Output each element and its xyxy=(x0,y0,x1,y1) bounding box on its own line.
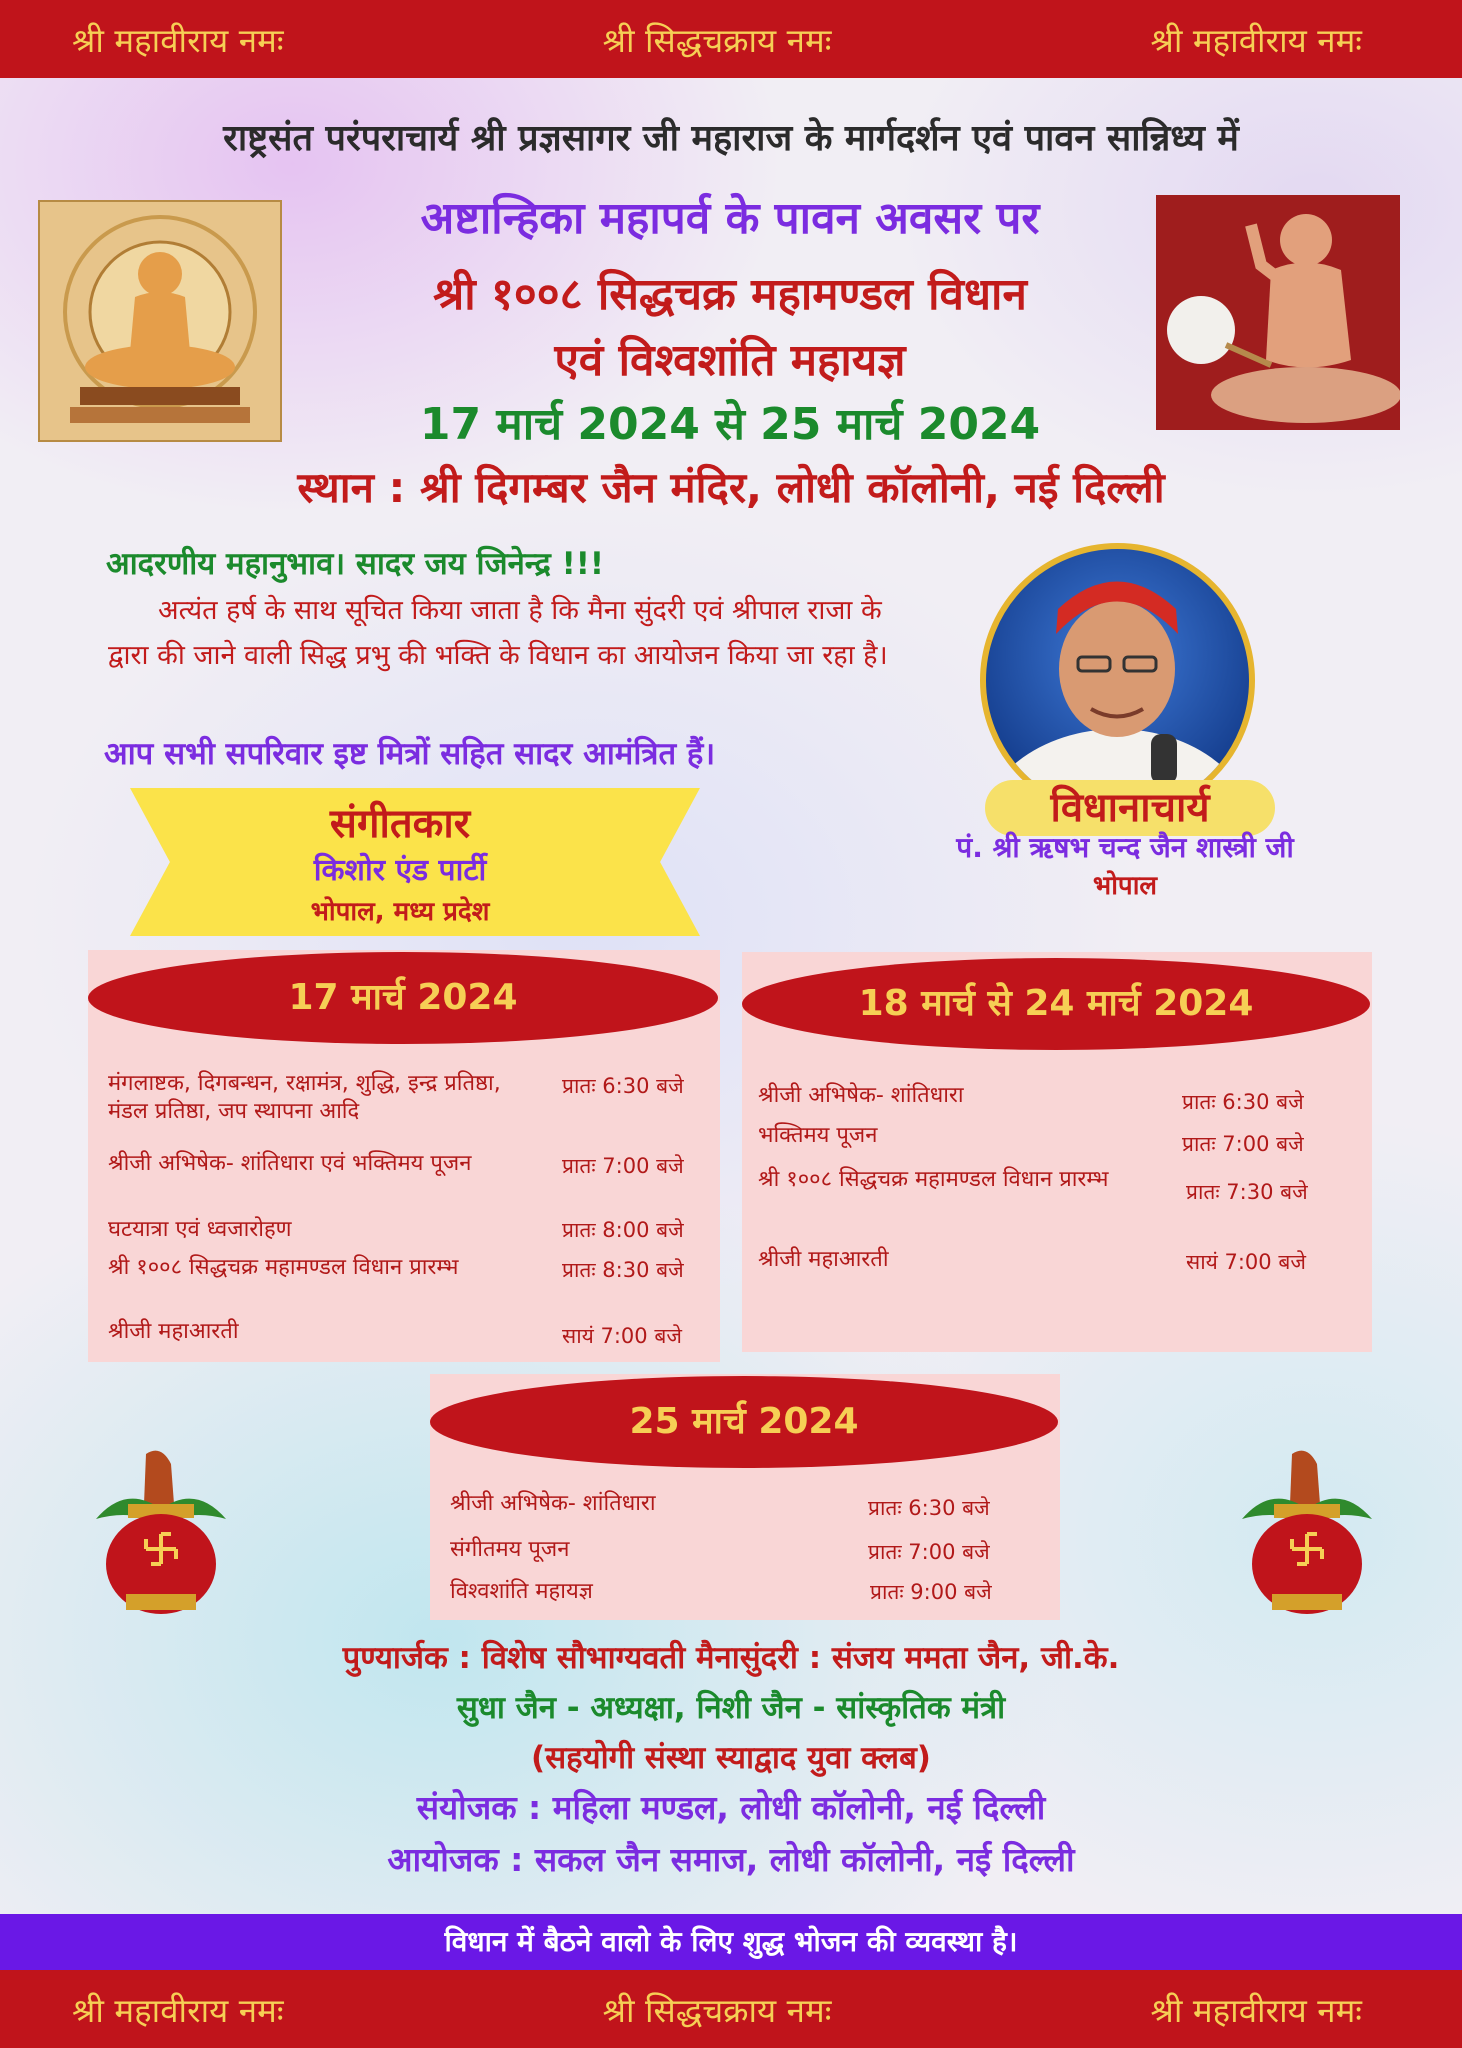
schedule-time: सायं 7:00 बजे xyxy=(562,1324,682,1348)
band-center-text: श्री सिद्धचक्राय नमः xyxy=(602,20,832,60)
occasion-line: अष्टान्हिका महापर्व के पावन अवसर पर xyxy=(420,193,1040,244)
schedule-time: प्रातः 7:30 बजे xyxy=(1186,1180,1308,1204)
band-right-text: श्री महावीराय नमः xyxy=(1150,1990,1362,2030)
food-note: विधान में बैठने वालो के लिए शुद्ध भोजन की व्यवस्था है। xyxy=(0,1914,1462,1970)
musician-title: संगीतकार xyxy=(329,801,471,847)
schedule-time: प्रातः 7:00 बजे xyxy=(1182,1132,1304,1156)
bottom-band xyxy=(0,1970,1462,2048)
support-org-line: (सहयोगी संस्था स्याद्वाद युवा क्लब) xyxy=(531,1740,931,1776)
schedule-event: श्री १००८ सिद्धचक्र महामण्डल विधान प्रारम्भ xyxy=(108,1255,459,1280)
kalash-icon xyxy=(1232,1444,1382,1624)
schedule-event: श्रीजी अभिषेक- शांतिधारा xyxy=(450,1491,656,1516)
schedule-time: प्रातः 6:30 बजे xyxy=(1182,1090,1304,1114)
schedule-event: श्रीजी महाआरती xyxy=(758,1247,889,1272)
top-band xyxy=(0,0,1462,78)
schedule-time: प्रातः 8:00 बजे xyxy=(562,1218,684,1242)
band-left-text: श्री महावीराय नमः xyxy=(72,20,284,60)
band-left-text: श्री महावीराय नमः xyxy=(72,1990,284,2030)
musician-place: भोपाल, मध्य प्रदेश xyxy=(310,897,490,927)
mahayagya-title: एवं विश्वशांति महायज्ञ xyxy=(554,335,906,386)
schedule-event: मंगलाष्टक, दिगबन्धन, रक्षामंत्र, शुद्धि, इन्द्र प्रतिष्ठा, मंडल प्रतिष्ठा, जप स्थापना आदि xyxy=(108,1071,501,1124)
schedule-event: भक्तिमय पूजन xyxy=(758,1123,878,1148)
guidance-line: राष्ट्रसंत परंपराचार्य श्री प्रज्ञसागर जी महाराज के मार्गदर्शन एवं पावन सान्निध्य में xyxy=(223,118,1239,159)
punyarjak-line: पुण्यार्जक : विशेष सौभाग्यवती मैनासुंदरी : संजय ममता जैन, जी.के. xyxy=(342,1640,1120,1676)
schedule-time: प्रातः 6:30 बजे xyxy=(868,1496,990,1520)
schedule-time: सायं 7:00 बजे xyxy=(1186,1250,1306,1274)
musician-name: किशोर एंड पार्टी xyxy=(313,853,487,888)
schedule-event: संगीतमय पूजन xyxy=(450,1537,570,1562)
invitation-line: आप सभी सपरिवार इष्ट मित्रों सहित सादर आमंत्रित हैं। xyxy=(104,736,716,772)
kalash-icon xyxy=(86,1444,236,1624)
vidhanacharya-title: विधानाचार्य xyxy=(985,780,1275,836)
schedule-event: श्रीजी महाआरती xyxy=(108,1319,239,1344)
band-right-text: श्री महावीराय नमः xyxy=(1150,20,1362,60)
vidhanacharya-name: पं. श्री ऋषभ चन्द जैन शास्त्री जी xyxy=(956,831,1294,864)
aayojak-line: आयोजक : सकल जैन समाज, लोधी कॉलोनी, नई दिल्ली xyxy=(387,1840,1075,1879)
sanyojak-line: संयोजक : महिला मण्डल, लोधी कॉलोनी, नई दिल्ली xyxy=(416,1788,1046,1827)
schedule-event: श्रीजी अभिषेक- शांतिधारा xyxy=(758,1083,964,1108)
schedule-event: घटयात्रा एवं ध्वजारोहण xyxy=(108,1217,292,1242)
vidhanacharya-photo xyxy=(980,543,1255,818)
schedule-time: प्रातः 6:30 बजे xyxy=(562,1074,684,1098)
greeting: आदरणीय महानुभाव। सादर जय जिनेन्द्र !!! xyxy=(106,546,605,582)
committee-line: सुधा जैन - अध्यक्षा, निशी जैन - सांस्कृतिक मंत्री xyxy=(456,1690,1006,1726)
schedule-time: प्रातः 8:30 बजे xyxy=(562,1258,684,1282)
schedule-date-25-march: 25 मार्च 2024 xyxy=(430,1376,1058,1468)
schedule-time: प्रातः 7:00 बजे xyxy=(868,1540,990,1564)
venue: स्थान : श्री दिगम्बर जैन मंदिर, लोधी कॉलोनी, नई दिल्ली xyxy=(297,463,1165,512)
schedule-event: विश्वशांति महायज्ञ xyxy=(450,1579,593,1604)
vidhan-title: श्री १००८ सिद्धचक्र महामण्डल विधान xyxy=(433,269,1027,320)
schedule-date-18-24-march: 18 मार्च से 24 मार्च 2024 xyxy=(742,958,1370,1050)
schedule-event: श्रीजी अभिषेक- शांतिधारा एवं भक्तिमय पूजन xyxy=(108,1151,472,1176)
announcement-paragraph: अत्यंत हर्ष के साथ सूचित किया जाता है कि मैना सुंदरी एवं श्रीपाल राजा के द्वारा की जाने वाली सिद्ध प्रभु की भक्ति के विधान का आयोजन किया जा रहा है। xyxy=(108,595,888,671)
schedule-time: प्रातः 7:00 बजे xyxy=(562,1154,684,1178)
vidhanacharya-place: भोपाल xyxy=(1092,871,1158,901)
band-center-text: श्री सिद्धचक्राय नमः xyxy=(602,1990,832,2030)
event-dates: 17 मार्च 2024 से 25 मार्च 2024 xyxy=(419,399,1041,450)
schedule-event: श्री १००८ सिद्धचक्र महामण्डल विधान प्रारम्भ xyxy=(758,1167,1109,1192)
schedule-date-17-march: 17 मार्च 2024 xyxy=(88,952,718,1044)
schedule-time: प्रातः 9:00 बजे xyxy=(870,1580,992,1604)
